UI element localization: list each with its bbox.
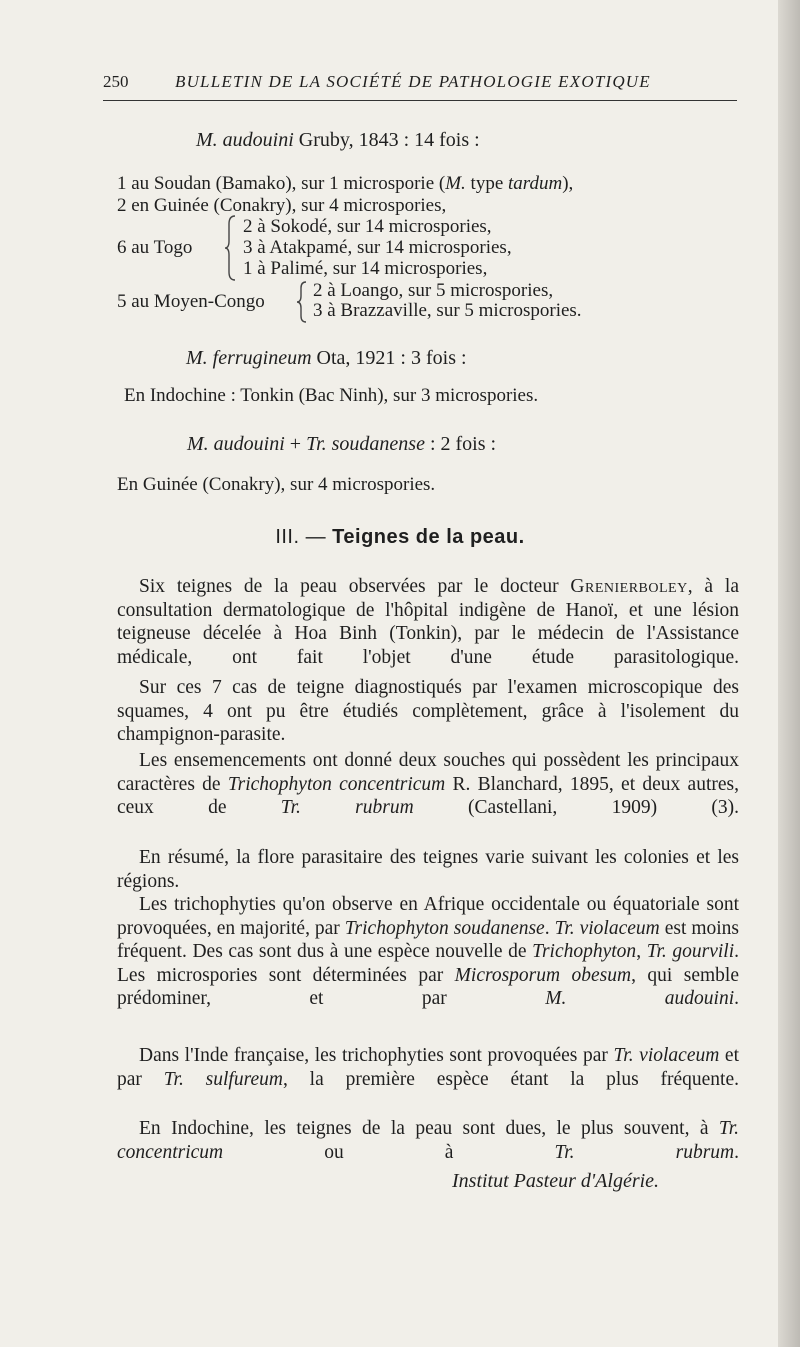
page-number: 250: [103, 72, 129, 91]
section-count: Gruby, 1843 : 14 fois :: [293, 129, 480, 151]
species-name: Tr. gourvili: [646, 941, 735, 962]
species-name: M. audouini: [545, 988, 735, 1009]
species-name: M. audouini: [196, 129, 294, 151]
list-line: En Indochine : Tonkin (Bac Ninh), sur 3 microspories.: [124, 385, 539, 406]
text: .: [544, 917, 555, 939]
text: ,: [636, 941, 647, 962]
page-edge: [778, 0, 800, 1347]
paragraph-5: [117, 893, 739, 1011]
list-line: 2 à Sokodé, sur 14 microspories,: [243, 216, 492, 237]
species-name: Trichophyton concentricum: [227, 773, 446, 795]
text: (Castellani, 1909) (3).: [413, 797, 739, 818]
text: , qui semble prédominer, et par: [117, 964, 739, 1009]
section-title-audouini-soudanense: [187, 432, 496, 456]
signature: Institut Pasteur d'Algérie.: [452, 1170, 660, 1192]
species-name: Tr. violaceum: [613, 1045, 720, 1066]
species-name: Tr. soudanense: [306, 433, 425, 455]
text: Dans l'Inde française, les trichophyties sont provoquées par: [139, 1045, 614, 1066]
species-name: Trichophyton: [532, 941, 637, 962]
text: est moins fréquent. Des cas sont dus à une espèce nouvelle de: [117, 917, 739, 962]
brace-togo: [224, 214, 238, 282]
section-heading: [0, 526, 800, 549]
running-title: BULLETIN DE LA SOCIÉTÉ DE PATHOLOGIE EXOTIQUE: [175, 72, 651, 91]
text: , à la consultation dermatologique de l'hôpital indigène de Hanoï, et une lésion teigneuse décelée à Hoa Binh (Tonkin), par le médecin de l'Assistance médicale, ont fait l'objet d'une étude parasitologique.: [117, 576, 739, 668]
list-line: 1 à Palimé, sur 14 microspories,: [243, 258, 488, 279]
list-line-togo: 6 au Togo: [117, 237, 193, 258]
paragraph-4: En résumé, la flore parasitaire des teignes varie suivant les colonies et les régions.: [117, 847, 739, 892]
species-name: Microsporum obesum: [454, 964, 632, 986]
section-title-audouini: [196, 128, 480, 152]
heading-numeral: III. —: [275, 526, 333, 548]
paragraph-3: [117, 749, 739, 820]
section-count: : 2 fois :: [424, 433, 497, 455]
species-variety: tardum: [508, 173, 563, 194]
paragraph-7: [117, 1117, 739, 1164]
heading-title: Teignes de la peau.: [332, 526, 525, 548]
paragraph-6: [117, 1044, 739, 1091]
text: , la première espèce étant la plus fréquente.: [282, 1068, 739, 1090]
list-line: [117, 173, 573, 195]
list-line: 2 en Guinée (Conakry), sur 4 microspories,: [117, 195, 447, 216]
author-name: Grenierboley: [570, 576, 688, 597]
text: En Indochine, les teignes de la peau sont dues, le plus souvent, à: [139, 1118, 719, 1139]
line-text: type: [465, 173, 509, 194]
text: Les ensemencements ont donné deux souches qui possèdent les principaux caractères de: [117, 750, 739, 795]
species-name: Tr. sulfureum: [163, 1068, 283, 1090]
line-text: ),: [562, 173, 574, 194]
paragraph-2: Sur ces 7 cas de teigne diagnostiqués par l'examen microscopique des squames, 4 ont pu être étudiés complètement, grâce à l'isolement du champignon-parasite.: [117, 677, 739, 745]
brace-congo: [296, 280, 308, 324]
paragraph-1: [117, 575, 739, 669]
list-line-moyen-congo: 5 au Moyen-Congo: [117, 291, 265, 312]
species-name: Tr. rubrum: [554, 1141, 735, 1163]
list-line: 2 à Loango, sur 5 microspories,: [313, 280, 554, 301]
species-name: M. ferrugineum: [186, 347, 312, 369]
list-line: 3 à Atakpamé, sur 14 microspories,: [243, 237, 512, 258]
page-header: [103, 72, 736, 96]
species-abbrev: M.: [445, 173, 466, 194]
species-name: Tr. concentricum: [117, 1118, 739, 1163]
list-line: 3 à Brazzaville, sur 5 microspories.: [313, 300, 582, 321]
section-title-ferrugineum: [186, 346, 467, 370]
species-name: Tr. rubrum: [280, 797, 414, 818]
text: .: [734, 1141, 739, 1163]
text: .: [734, 988, 739, 1009]
text: Six teignes de la peau observées par le docteur: [139, 576, 571, 597]
text: . Les microspories sont déterminées par: [117, 941, 739, 986]
list-line: En Guinée (Conakry), sur 4 microspories.: [117, 474, 436, 495]
text: et par: [117, 1045, 739, 1090]
species-name: Tr. violaceum: [554, 917, 660, 939]
species-name: Trichophyton soudanense: [344, 917, 545, 939]
species-name: M. audouini: [187, 433, 285, 455]
section-count: Ota, 1921 : 3 fois :: [311, 347, 467, 369]
text: Les trichophyties qu'on observe en Afrique occidentale ou équatoriale sont provoquées, en majorité, par: [117, 894, 739, 939]
plus-sign: +: [284, 433, 307, 455]
text: ou à: [223, 1141, 555, 1163]
header-rule: [103, 100, 737, 101]
text: R. Blanchard, 1895, et deux autres, ceux de: [117, 773, 739, 818]
line-text: 1 au Soudan (Bamako), sur 1 microsporie (: [117, 173, 446, 194]
